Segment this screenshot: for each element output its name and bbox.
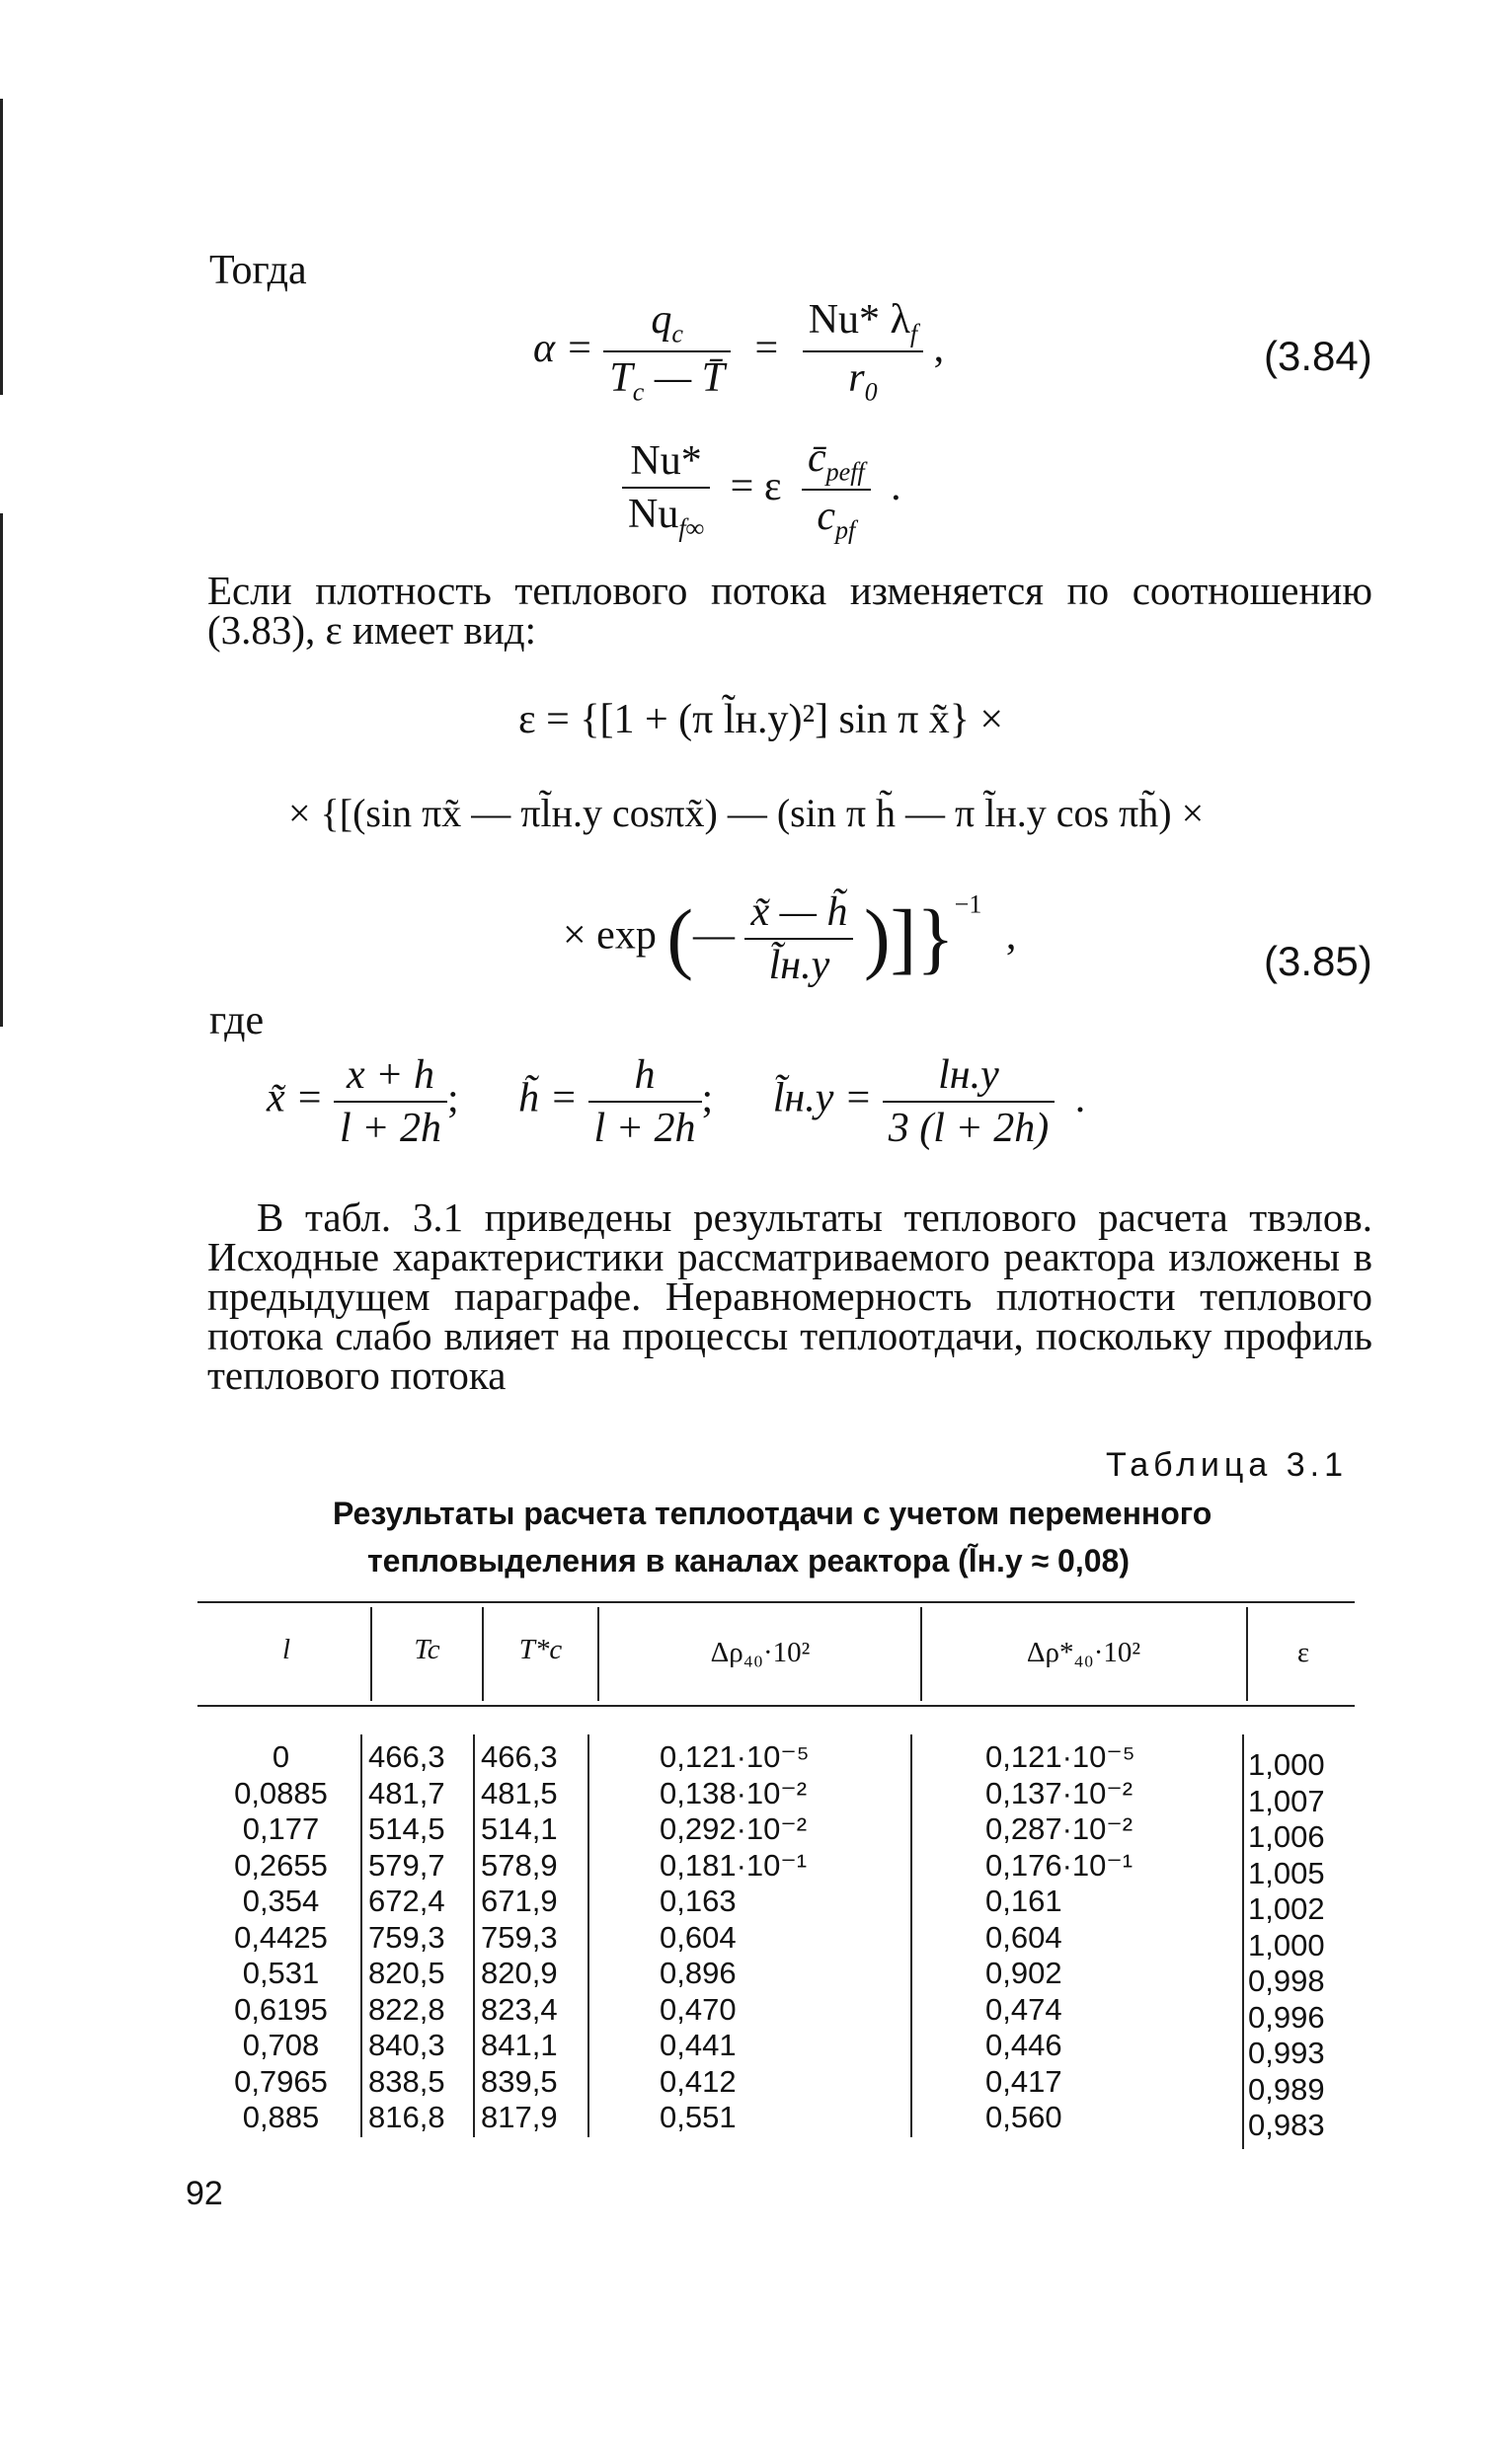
- table-cell: 822,8: [368, 1991, 445, 2027]
- column-delta-rho: [660, 1739, 810, 2136]
- fraction-q-over-t: [603, 296, 731, 408]
- frac-denominator: T: [609, 355, 633, 402]
- table-cell: 0,6195: [234, 1991, 328, 2027]
- frac-numerator: lн.у: [883, 1051, 1055, 1103]
- frac-numerator: Nu*: [630, 437, 702, 484]
- table-cell: 0,354: [242, 1884, 320, 1918]
- frac-den-rest: — T̄: [644, 355, 726, 402]
- table-cell: 0,138·10⁻²: [660, 1775, 808, 1810]
- table-cell: 0,137·10⁻²: [985, 1775, 1133, 1810]
- fraction-c: [802, 434, 871, 546]
- table-cell: 0,163: [660, 1884, 737, 1918]
- table-cell: 820,5: [368, 1956, 445, 1990]
- col-divider: [587, 1734, 589, 2137]
- def-h-lhs: h̃ =: [518, 1075, 579, 1121]
- table-cell: 817,9: [481, 2100, 558, 2134]
- eq-eps: = ε: [730, 464, 782, 510]
- table-cell: 0,121·10⁻⁵: [985, 1739, 1135, 1774]
- table-cell: 0,551: [660, 2100, 737, 2134]
- header-delta-rho-star: Δρ*₄₀·10²: [1026, 1637, 1141, 1668]
- table-cell: 0,177: [242, 1811, 320, 1846]
- def-l-lhs: l̃н.у =: [772, 1075, 873, 1121]
- header-l: l: [281, 1634, 291, 1665]
- column-l: [209, 1739, 352, 2136]
- definitions-line: [267, 1051, 1085, 1152]
- table-cell: 0,560: [985, 2100, 1062, 2134]
- equation-nu-ratio: [622, 434, 901, 546]
- fraction-h: [588, 1051, 702, 1152]
- eq-trail: ,: [1005, 912, 1017, 959]
- table-cell: 579,7: [368, 1847, 445, 1883]
- table-cell: 1,000: [1248, 1927, 1325, 1963]
- scan-margin-line: [0, 99, 3, 395]
- exp-prefix: × exp: [563, 912, 657, 959]
- exp-superscript: −1: [954, 889, 982, 919]
- equation-number-3-85: (3.85): [1264, 938, 1372, 984]
- where-word: где: [209, 998, 265, 1043]
- column-tc: [368, 1739, 445, 2136]
- table-cell: 1,005: [1248, 1855, 1325, 1890]
- table-cell: 481,7: [368, 1775, 445, 1810]
- table-cell: 0,983: [1248, 2108, 1325, 2142]
- table-cell: 0,470: [660, 1991, 737, 2027]
- frac-denominator: 3 (l + 2h): [888, 1106, 1050, 1151]
- table-cell: 0,474: [985, 1991, 1062, 2027]
- frac-denominator: l + 2h: [593, 1106, 696, 1151]
- def-x-lhs: x̃ =: [267, 1075, 324, 1121]
- table-cell: 672,4: [368, 1884, 445, 1918]
- table-top-rule: [197, 1601, 1355, 1603]
- frac-num-sub: c: [671, 319, 683, 348]
- frac-numerator: Nu* λ: [808, 297, 910, 343]
- frac-den-sub: pf: [835, 515, 856, 545]
- table-cell: 0,0885: [234, 1775, 328, 1810]
- frac-numerator: x̃ — h̃: [744, 888, 853, 940]
- table-cell: 823,4: [481, 1991, 558, 2027]
- eq-sign: =: [754, 326, 779, 372]
- frac-numerator: q: [651, 297, 672, 343]
- column-delta-rho-star: [985, 1739, 1135, 2136]
- frac-den-sub: c: [632, 377, 645, 407]
- table-cell: 759,3: [368, 1919, 445, 1955]
- scan-margin-line: [0, 513, 3, 1027]
- table-cell: 0,4425: [234, 1919, 328, 1955]
- table-cell: 466,3: [481, 1739, 558, 1774]
- table-cell: 0,176·10⁻¹: [985, 1847, 1133, 1883]
- frac-denominator: l + 2h: [339, 1106, 441, 1151]
- table-cell: 466,3: [368, 1739, 445, 1774]
- table-cell: 816,8: [368, 2100, 445, 2134]
- col-divider: [597, 1607, 599, 1701]
- table-header-rule: [197, 1705, 1355, 1707]
- col-divider: [910, 1734, 912, 2137]
- frac-den-sub: f∞: [678, 513, 705, 543]
- table-cell: 0,998: [1248, 1964, 1325, 1998]
- equation-3-85-line3: × exp (— $\frac{x̃ — h̃}{l̃н.у}$ )]}$^{-1}$ ,: [563, 889, 1017, 988]
- column-epsilon: [1248, 1747, 1325, 2144]
- table-cell: 0,412: [660, 2063, 737, 2099]
- table-cell: 0,121·10⁻⁵: [660, 1739, 810, 1774]
- frac-numerator: x + h: [334, 1051, 447, 1103]
- eq-lhs: α =: [533, 326, 593, 372]
- header-tc: Tc: [414, 1634, 440, 1665]
- paragraph-heat-flux: Если плотность теплового потока изменяется по соотношению (3.83), ε имеет вид:: [207, 568, 1372, 653]
- page-number: 92: [186, 2175, 223, 2212]
- table-title-line1: Результаты расчета теплоотдачи с учетом переменного: [333, 1496, 1212, 1531]
- table-cell: 0,181·10⁻¹: [660, 1847, 808, 1883]
- col-divider: [1246, 1607, 1248, 1701]
- col-divider: [1242, 1734, 1244, 2149]
- col-divider: [920, 1607, 922, 1701]
- fraction-nu: [622, 437, 710, 543]
- table-cell: 0,996: [1248, 1999, 1325, 2035]
- frac-den-sub: 0: [864, 377, 878, 407]
- table-cell: 578,9: [481, 1847, 558, 1883]
- table-cell: 0,708: [242, 2028, 320, 2062]
- frac-denominator: Nu: [628, 491, 679, 537]
- table-cell: 0,446: [985, 2028, 1062, 2062]
- table-cell: 838,5: [368, 2063, 445, 2099]
- def-sep: ;: [701, 1075, 714, 1121]
- col-divider: [360, 1734, 362, 2137]
- table-cell: 839,5: [481, 2063, 558, 2099]
- table-cell: 481,5: [481, 1775, 558, 1810]
- fraction-x: [334, 1051, 447, 1152]
- table-cell: 820,9: [481, 1956, 558, 1990]
- table-cell: 1,007: [1248, 1783, 1325, 1818]
- table-cell: 841,1: [481, 2028, 558, 2062]
- table-cell: 0,441: [660, 2028, 737, 2062]
- table-label: Таблица 3.1: [1106, 1446, 1349, 1484]
- table-cell: 840,3: [368, 2028, 445, 2062]
- equation-3-85-line2: × {[(sin πx̃ — πl̃н.у cosπx̃) — (sin π h̃ — π l̃н.у cos πh̃) ×: [288, 791, 1205, 835]
- header-tc-star: T*c: [518, 1634, 563, 1665]
- equation-3-85-line1: ε = {[1 + (π l̃н.у)²] sin π x̃} ×: [518, 697, 1004, 742]
- table-cell: 671,9: [481, 1884, 558, 1918]
- table-cell: 1,002: [1248, 1891, 1325, 1926]
- table-cell: 0,417: [985, 2063, 1062, 2099]
- frac-denominator: l̃н.у: [768, 943, 830, 988]
- frac-denominator: c: [817, 494, 836, 540]
- header-delta-rho: Δρ₄₀·10²: [710, 1637, 811, 1668]
- table-cell: 0,902: [985, 1956, 1062, 1990]
- col-divider: [482, 1607, 484, 1701]
- equation-number-3-84: (3.84): [1264, 333, 1372, 379]
- col-divider: [370, 1607, 372, 1701]
- table-cell: 0,287·10⁻²: [985, 1811, 1133, 1846]
- fraction-exp-arg: [744, 888, 853, 989]
- col-divider: [473, 1734, 475, 2137]
- table-cell: 0: [272, 1739, 290, 1774]
- frac-numerator: c̄: [807, 435, 826, 481]
- table-cell: 0,292·10⁻²: [660, 1811, 808, 1846]
- table-cell: 1,000: [1248, 1747, 1325, 1782]
- fraction-l: [883, 1051, 1055, 1152]
- table-cell: 759,3: [481, 1919, 558, 1955]
- table-cell: 514,5: [368, 1811, 445, 1846]
- table-cell: 514,1: [481, 1811, 558, 1846]
- eq-trail: .: [891, 464, 901, 510]
- def-end: .: [1074, 1075, 1086, 1121]
- equation-3-84: [533, 296, 944, 408]
- paragraph-table-intro: В табл. 3.1 приведены результаты теплового расчета твэлов. Исходные характеристики рассматриваемого реактора изложены в предыдущем параграфе. Неравномерность плотности теплового потока слабо влияет на процессы теплоотдачи, поскольку профиль теплового потока: [207, 1194, 1372, 1398]
- table-cell: 0,604: [985, 1919, 1062, 1955]
- table-cell: 0,161: [985, 1884, 1062, 1918]
- frac-num-sub: f: [909, 319, 918, 348]
- column-tc-star: [481, 1739, 558, 2136]
- table-cell: 1,006: [1248, 1819, 1325, 1854]
- frac-numerator: h: [588, 1051, 702, 1103]
- frac-denominator: r: [848, 355, 865, 402]
- frac-num-sub: peff: [825, 457, 865, 487]
- table-cell: 0,989: [1248, 2071, 1325, 2107]
- table-cell: 0,531: [242, 1956, 320, 1990]
- def-sep: ;: [447, 1075, 459, 1121]
- fraction-nu-over-r: [803, 296, 923, 408]
- table-cell: 0,885: [242, 2100, 320, 2134]
- intro-word: Тогда: [209, 248, 307, 293]
- header-epsilon: ε: [1296, 1637, 1310, 1668]
- eq-trail: ,: [933, 326, 945, 372]
- table-cell: 0,993: [1248, 2036, 1325, 2070]
- table-cell: 0,7965: [234, 2063, 328, 2099]
- table-cell: 0,896: [660, 1956, 737, 1990]
- table-cell: 0,604: [660, 1919, 737, 1955]
- table-title-line2: тепловыделения в каналах реактора (l̃н.у ≈ 0,08): [367, 1543, 1130, 1578]
- table-cell: 0,2655: [234, 1847, 328, 1883]
